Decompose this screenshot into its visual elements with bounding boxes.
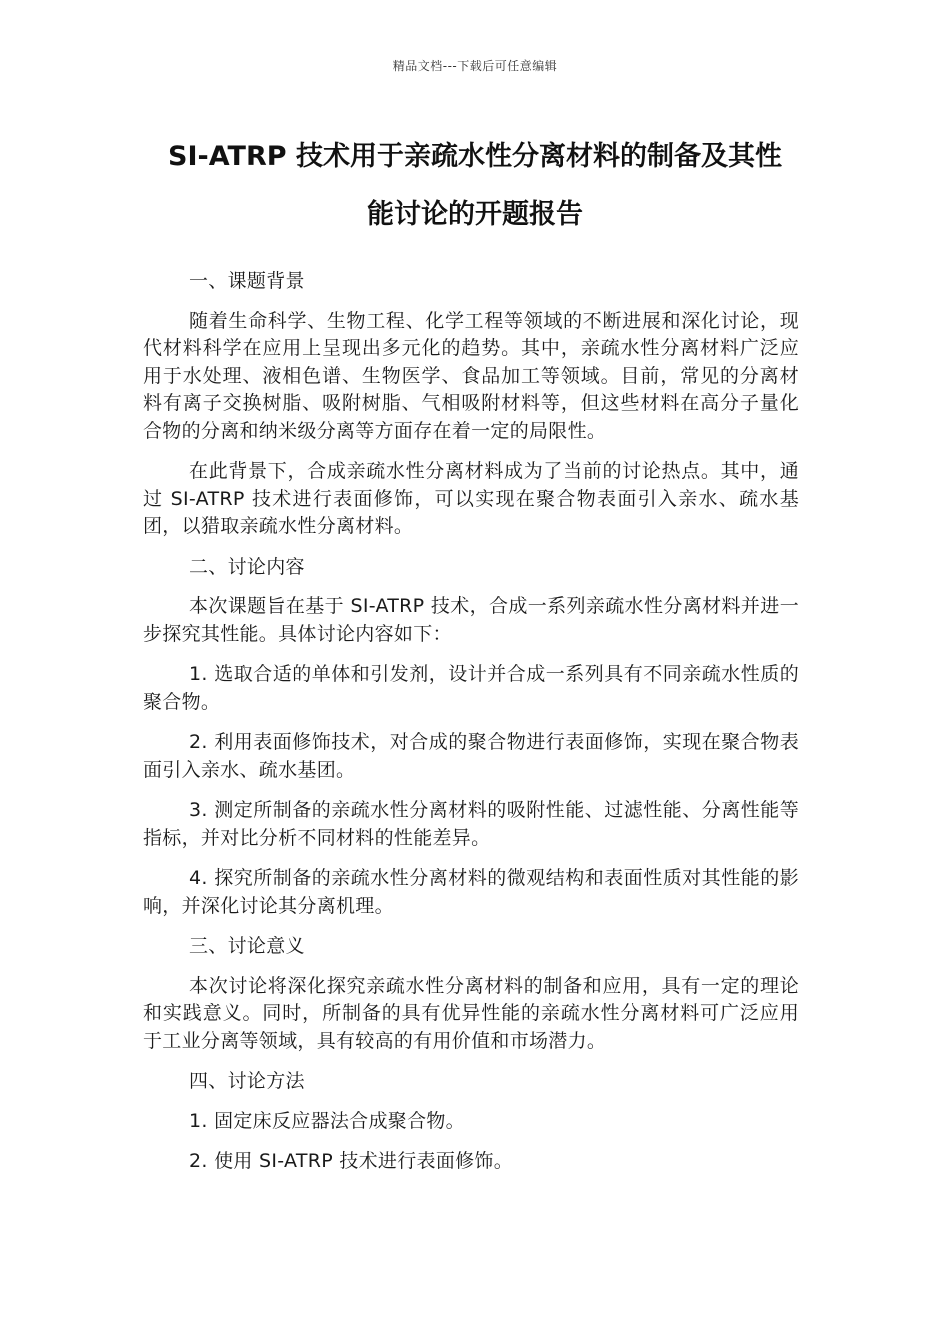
paragraph: 本次课题旨在基于 SI-ATRP 技术，合成一系列亲疏水性分离材料并进一步探究其性能。具体讨论内容如下： bbox=[143, 595, 799, 645]
section-heading-content: 二、讨论内容 bbox=[189, 555, 305, 578]
paragraph: 随着生命科学、生物工程、化学工程等领域的不断进展和深化讨论，现代材料科学在应用上呈现出多元化的趋势。其中，亲疏水性分离材料广泛应用于水处理、液相色谱、生物医学、食品加工等领域。目前，常见的分离材料有离子交换树脂、吸附树脂、气相吸附材料等，但这些材料在高分子量化合物的分离和纳米级分离等方面存在着一定的局限性。 bbox=[143, 309, 799, 442]
title-line-1: SI-ATRP 技术用于亲疏水性分离材料的制备及其性 bbox=[168, 141, 782, 172]
section-heading-significance: 三、讨论意义 bbox=[189, 935, 305, 957]
list-item: 1. 选取合适的单体和引发剂，设计并合成一系列具有不同亲疏水性质的聚合物。 bbox=[143, 663, 799, 713]
list-item: 2. 使用 SI-ATRP 技术进行表面修饰。 bbox=[189, 1150, 514, 1172]
list-item: 3. 测定所制备的亲疏水性分离材料的吸附性能、过滤性能、分离性能等指标，并对比分析不同材料的性能差异。 bbox=[143, 799, 799, 849]
list-item: 2. 利用表面修饰技术，对合成的聚合物进行表面修饰，实现在聚合物表面引入亲水、疏水基团。 bbox=[143, 731, 799, 781]
paragraph: 本次讨论将深化探究亲疏水性分离材料的制备和应用，具有一定的理论和实践意义。同时，所制备的具有优异性能的亲疏水性分离材料可广泛应用于工业分离等领域，具有较高的有用价值和市场潜力。 bbox=[143, 974, 799, 1052]
document-title bbox=[100, 128, 850, 244]
paragraph: 在此背景下，合成亲疏水性分离材料成为了当前的讨论热点。其中，通过 SI-ATRP 技术进行表面修饰，可以实现在聚合物表面引入亲水、疏水基团，以猎取亲疏水性分离材料。 bbox=[143, 460, 799, 537]
section-heading-background: 一、课题背景 bbox=[189, 270, 305, 292]
document-body bbox=[143, 268, 799, 1189]
header-note: 精品文档---下载后可任意编辑 bbox=[392, 59, 558, 73]
section-heading-methods: 四、讨论方法 bbox=[189, 1070, 305, 1092]
list-item: 1. 固定床反应器法合成聚合物。 bbox=[189, 1109, 465, 1132]
title-line-2: 能讨论的开题报告 bbox=[367, 199, 583, 230]
list-item: 4. 探究所制备的亲疏水性分离材料的微观结构和表面性质对其性能的影响，并深化讨论其分离机理。 bbox=[143, 867, 799, 917]
